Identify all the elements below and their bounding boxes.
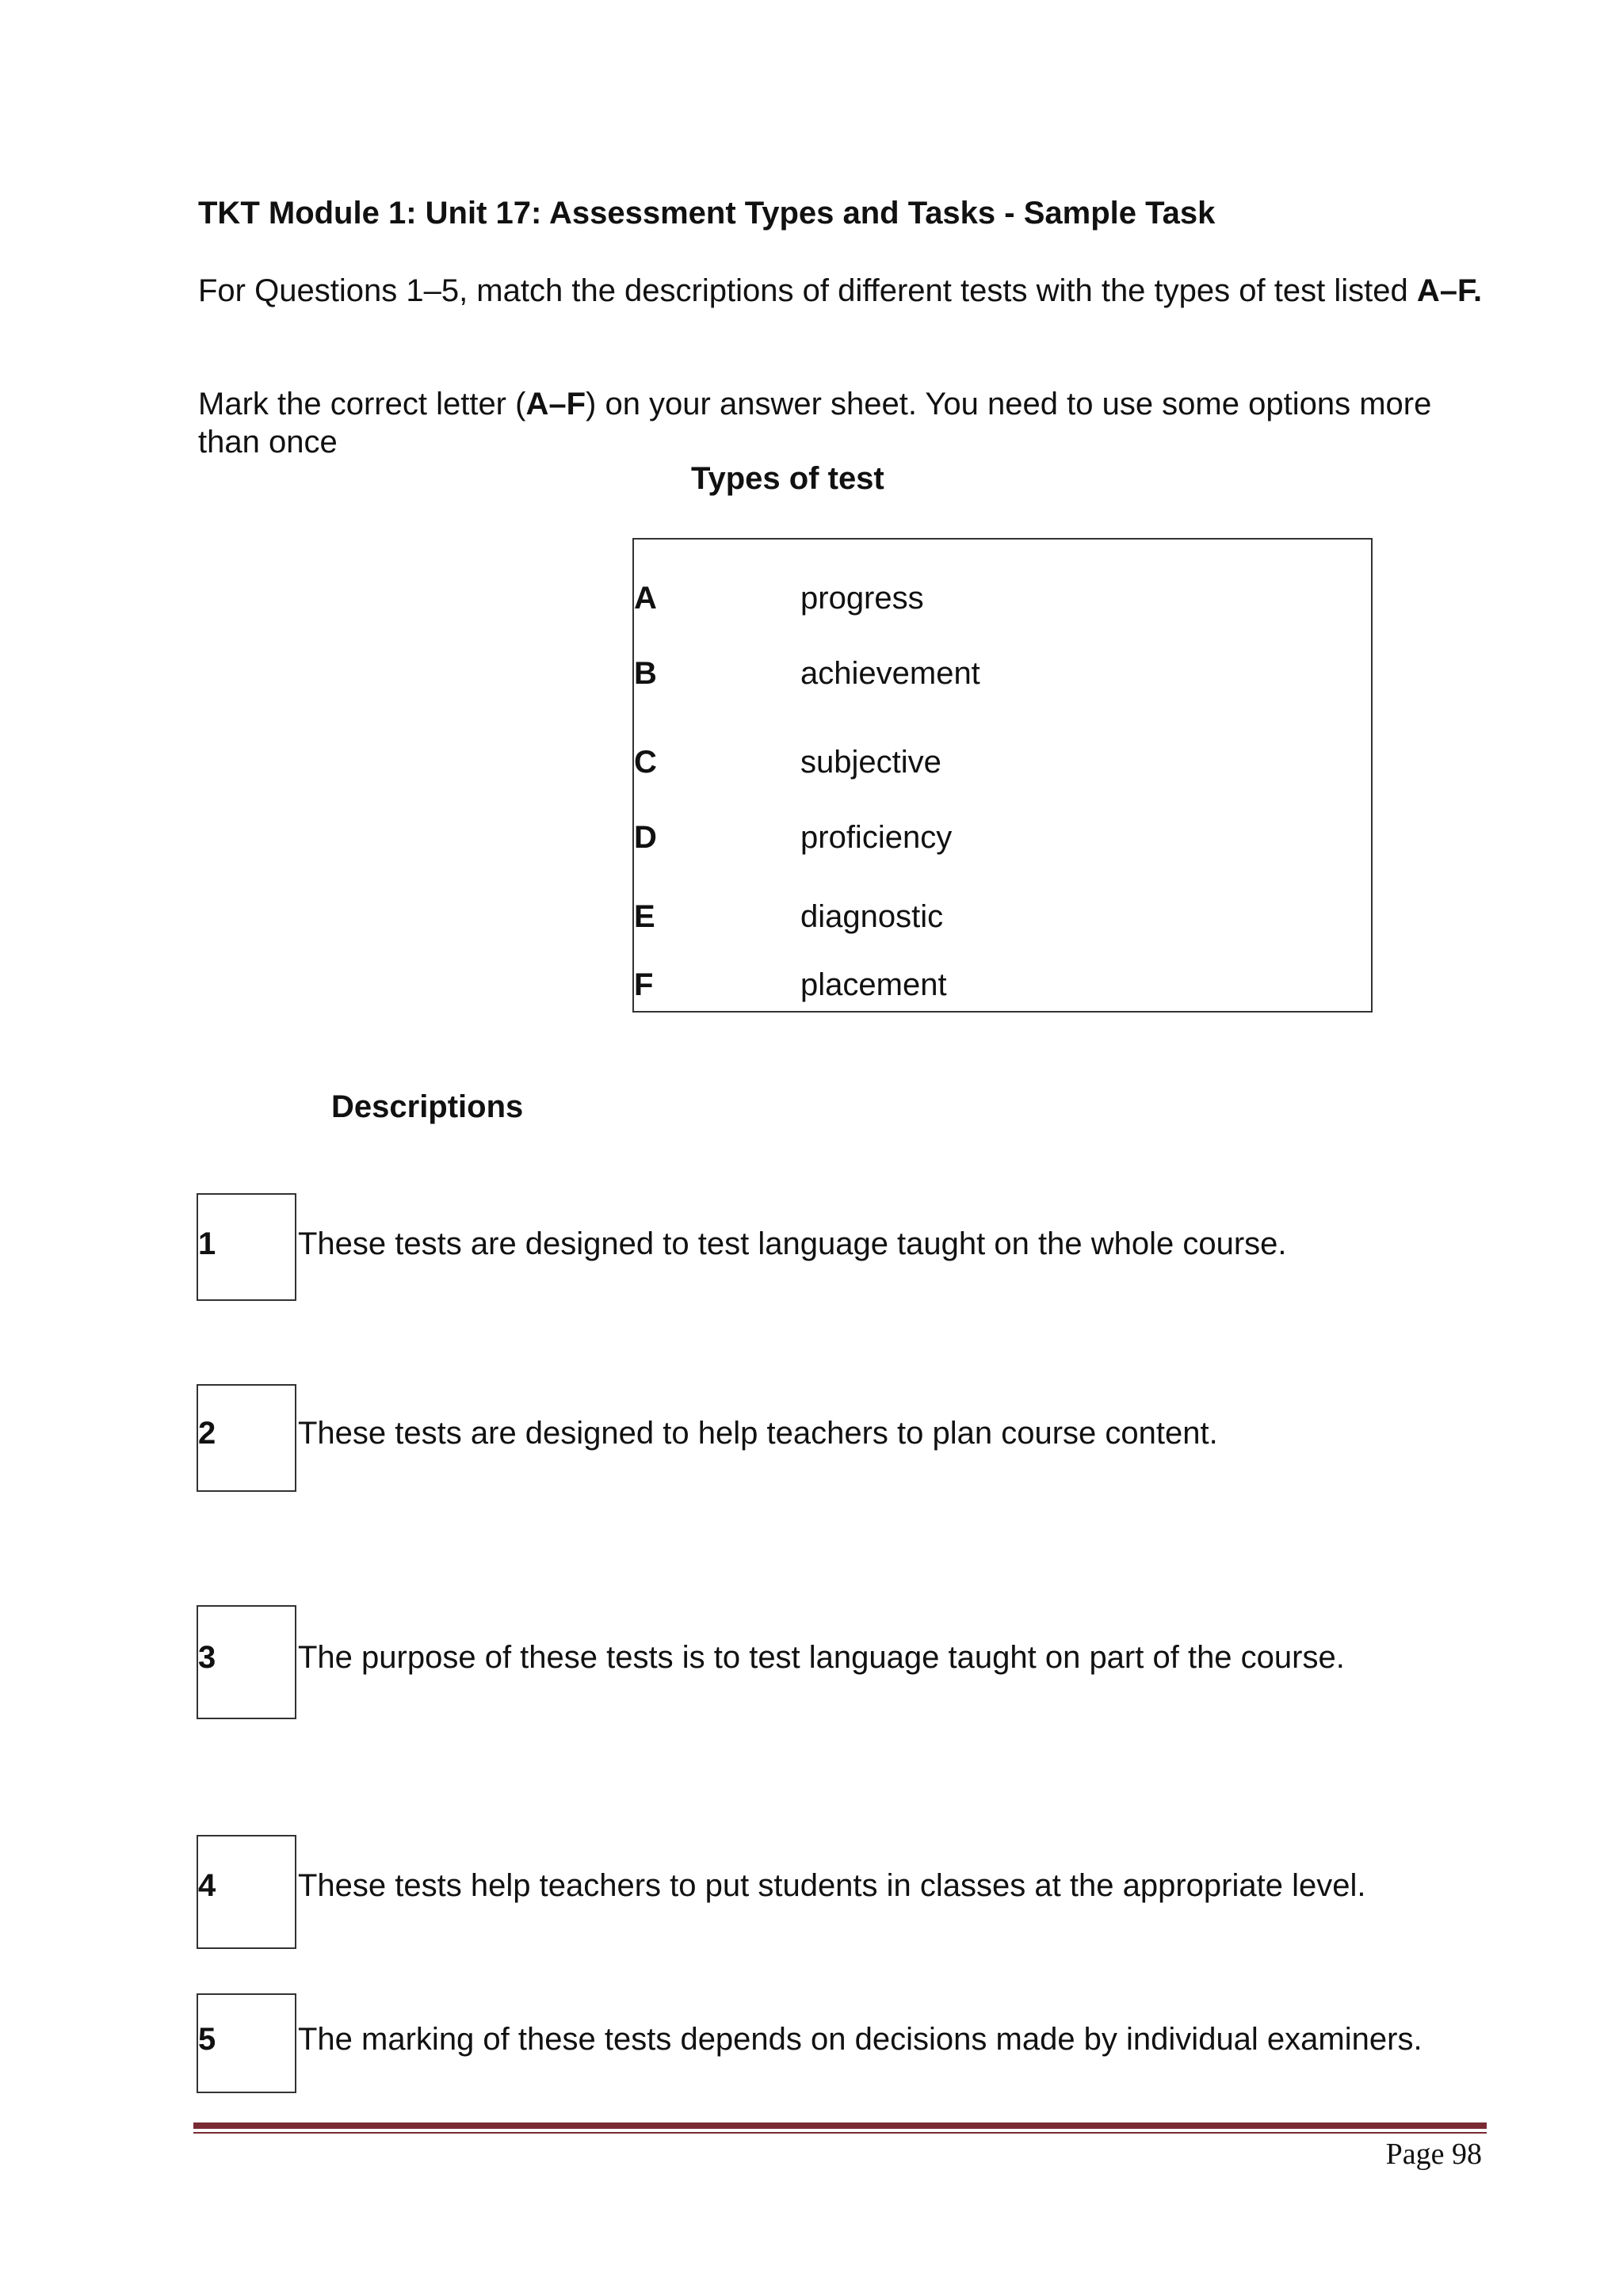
- type-label: achievement: [800, 656, 980, 691]
- question-text: These tests are designed to test language taught on the whole course.: [298, 1226, 1287, 1261]
- type-label: proficiency: [800, 820, 953, 855]
- answer-box-2[interactable]: [197, 1384, 1218, 1492]
- type-letter: E: [634, 899, 655, 934]
- type-label: subjective: [800, 745, 941, 780]
- answer-box-4[interactable]: [197, 1835, 1366, 1949]
- type-letter: D: [634, 820, 657, 855]
- instruction-2-after: ) on your answer sheet. You need to use some options more than once: [198, 387, 1432, 460]
- question-number: 2: [198, 1416, 216, 1451]
- question-text: The marking of these tests depends on decisions made by individual examiners.: [298, 2022, 1423, 2057]
- instruction-2-before: Mark the correct letter (: [198, 387, 526, 421]
- type-letter: F: [634, 967, 654, 1002]
- answer-box-5[interactable]: [197, 1993, 1423, 2093]
- instruction-paragraph-1: [198, 272, 1498, 310]
- footer-rule-thick: [193, 2122, 1487, 2129]
- type-letter: B: [634, 656, 657, 691]
- page-title: TKT Module 1: Unit 17: Assessment Types and Tasks - Sample Task: [198, 196, 1216, 231]
- type-label: placement: [800, 967, 947, 1002]
- question-number: 5: [198, 2022, 216, 2057]
- question-number: 1: [198, 1226, 216, 1261]
- type-letter: A: [634, 581, 657, 616]
- page-number: Page 98: [1385, 2138, 1482, 2171]
- type-label: progress: [800, 581, 924, 616]
- types-of-test-heading: Types of test: [691, 461, 884, 496]
- instruction-1-range: A–F.: [1416, 273, 1483, 308]
- question-number: 4: [198, 1868, 216, 1903]
- footer-rule-thin: [193, 2132, 1487, 2134]
- instruction-1-text: For Questions 1–5, match the descriptions of different tests with the types of test listed: [198, 273, 1417, 308]
- instruction-2-range: A–F: [525, 387, 586, 421]
- answer-box-3[interactable]: [197, 1605, 1345, 1719]
- types-of-test-box: [632, 538, 1373, 1013]
- descriptions-heading: Descriptions: [331, 1089, 524, 1124]
- question-text: These tests are designed to help teachers to plan course content.: [298, 1416, 1218, 1451]
- type-letter: C: [634, 745, 657, 780]
- instruction-paragraph-2: [198, 385, 1498, 461]
- question-number: 3: [198, 1640, 216, 1675]
- type-label: diagnostic: [800, 899, 944, 934]
- answer-box-1[interactable]: [197, 1193, 1287, 1301]
- question-text: The purpose of these tests is to test language taught on part of the course.: [298, 1640, 1345, 1675]
- question-text: These tests help teachers to put students in classes at the appropriate level.: [298, 1868, 1366, 1903]
